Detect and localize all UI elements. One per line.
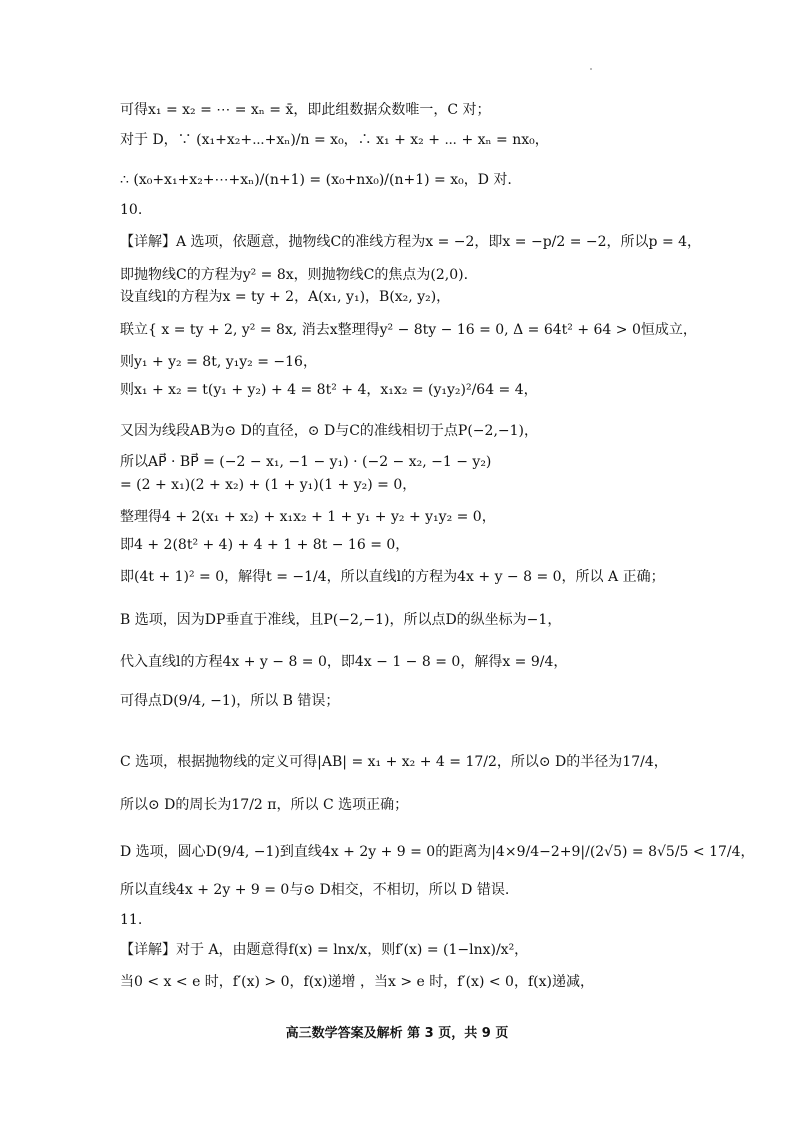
text-line-13: = (2 + x₁)(2 + x₂) + (1 + y₁)(1 + y₂) = 0， [120, 477, 417, 493]
text-line-15: 即4 + 2(8t² + 4) + 4 + 1 + 8t − 16 = 0， [120, 537, 410, 553]
scan-dot [590, 68, 592, 70]
page-footer: 高三数学答案及解析 第 3 页，共 9 页 [285, 1026, 509, 1041]
question-number-11: 11. [120, 912, 143, 928]
text-line-8: 联立{ x = ty + 2, y² = 8x, 消去x整理得y² − 8ty − 16 = 0, Δ = 64t² + 64 > 0恒成立， [120, 322, 697, 338]
text-line-18: 代入直线l的方程4x + y − 8 = 0，即4x − 1 − 8 = 0，解得x = 9/4， [120, 654, 568, 670]
text-line-21: 所以⊙ D的周长为17/2 π，所以 C 选项正确； [120, 797, 409, 813]
text-line-23: 所以直线4x + 2y + 9 = 0与⊙ D相交，不相切，所以 D 错误. [120, 882, 510, 898]
text-line-25: 【详解】对于 A，由题意得f(x) = lnx/x，则f′(x) = (1−lnx)/x²， [120, 942, 529, 958]
text-line-5: 【详解】A 选项，依题意，抛物线C的准线方程为x = −2，即x = −p/2 = −2，所以p = 4， [120, 234, 702, 250]
text-line-26: 当0 < x < e 时，f′(x) > 0，f(x)递增 ，当x > e 时，f′(x) < 0，f(x)递减， [120, 974, 594, 990]
text-line-10: 则x₁ + x₂ = t(y₁ + y₂) + 4 = 8t² + 4，x₁x₂ = (y₁y₂)²/64 = 4， [120, 382, 538, 398]
text-line-2: 对于 D，∵ (x₁+x₂+⋯+xₙ)/n = x₀，∴ x₁ + x₂ + ⋯ + xₙ = nx₀， [120, 132, 549, 148]
text-line-14: 整理得4 + 2(x₁ + x₂) + x₁x₂ + 1 + y₁ + y₂ + y₁y₂ = 0， [120, 509, 496, 525]
text-line-19: 可得点D(9/4, −1)，所以 B 错误； [120, 693, 340, 709]
text-line-9: 则y₁ + y₂ = 8t, y₁y₂ = −16， [120, 354, 317, 370]
text-line-7: 设直线l的方程为x = ty + 2，A(x₁, y₁)，B(x₂, y₂)， [120, 289, 451, 305]
text-line-1: 可得x₁ = x₂ = ⋯ = xₙ = x̄，即此组数据众数唯一，C 对； [120, 102, 491, 118]
text-line-16: 即(4t + 1)² = 0，解得t = −1/4，所以直线l的方程为4x + y − 8 = 0，所以 A 正确； [120, 569, 665, 585]
text-line-20: C 选项，根据抛物线的定义可得|AB| = x₁ + x₂ + 4 = 17/2，所以⊙ D的半径为17/4， [120, 754, 668, 770]
question-number-10: 10. [120, 202, 143, 218]
text-line-6: 即抛物线C的方程为y² = 8x，则抛物线C的焦点为(2,0). [120, 267, 469, 283]
text-line-12: 所以AP⃗ · BP⃗ = (−2 − x₁, −1 − y₁) · (−2 − x₂, −1 − y₂) [120, 454, 492, 470]
text-line-22: D 选项，圆心D(9/4, −1)到直线4x + 2y + 9 = 0的距离为|4×9/4−2+9|/(2√5) = 8√5/5 < 17/4， [120, 844, 755, 860]
text-line-17: B 选项，因为DP垂直于准线，且P(−2,−1)，所以点D的纵坐标为−1， [120, 612, 562, 628]
text-line-11: 又因为线段AB为⊙ D的直径，⊙ D与C的准线相切于点P(−2,−1)， [120, 423, 538, 439]
text-line-3: ∴ (x₀+x₁+x₂+⋯+xₙ)/(n+1) = (x₀+nx₀)/(n+1) = x₀，D 对. [120, 172, 512, 188]
